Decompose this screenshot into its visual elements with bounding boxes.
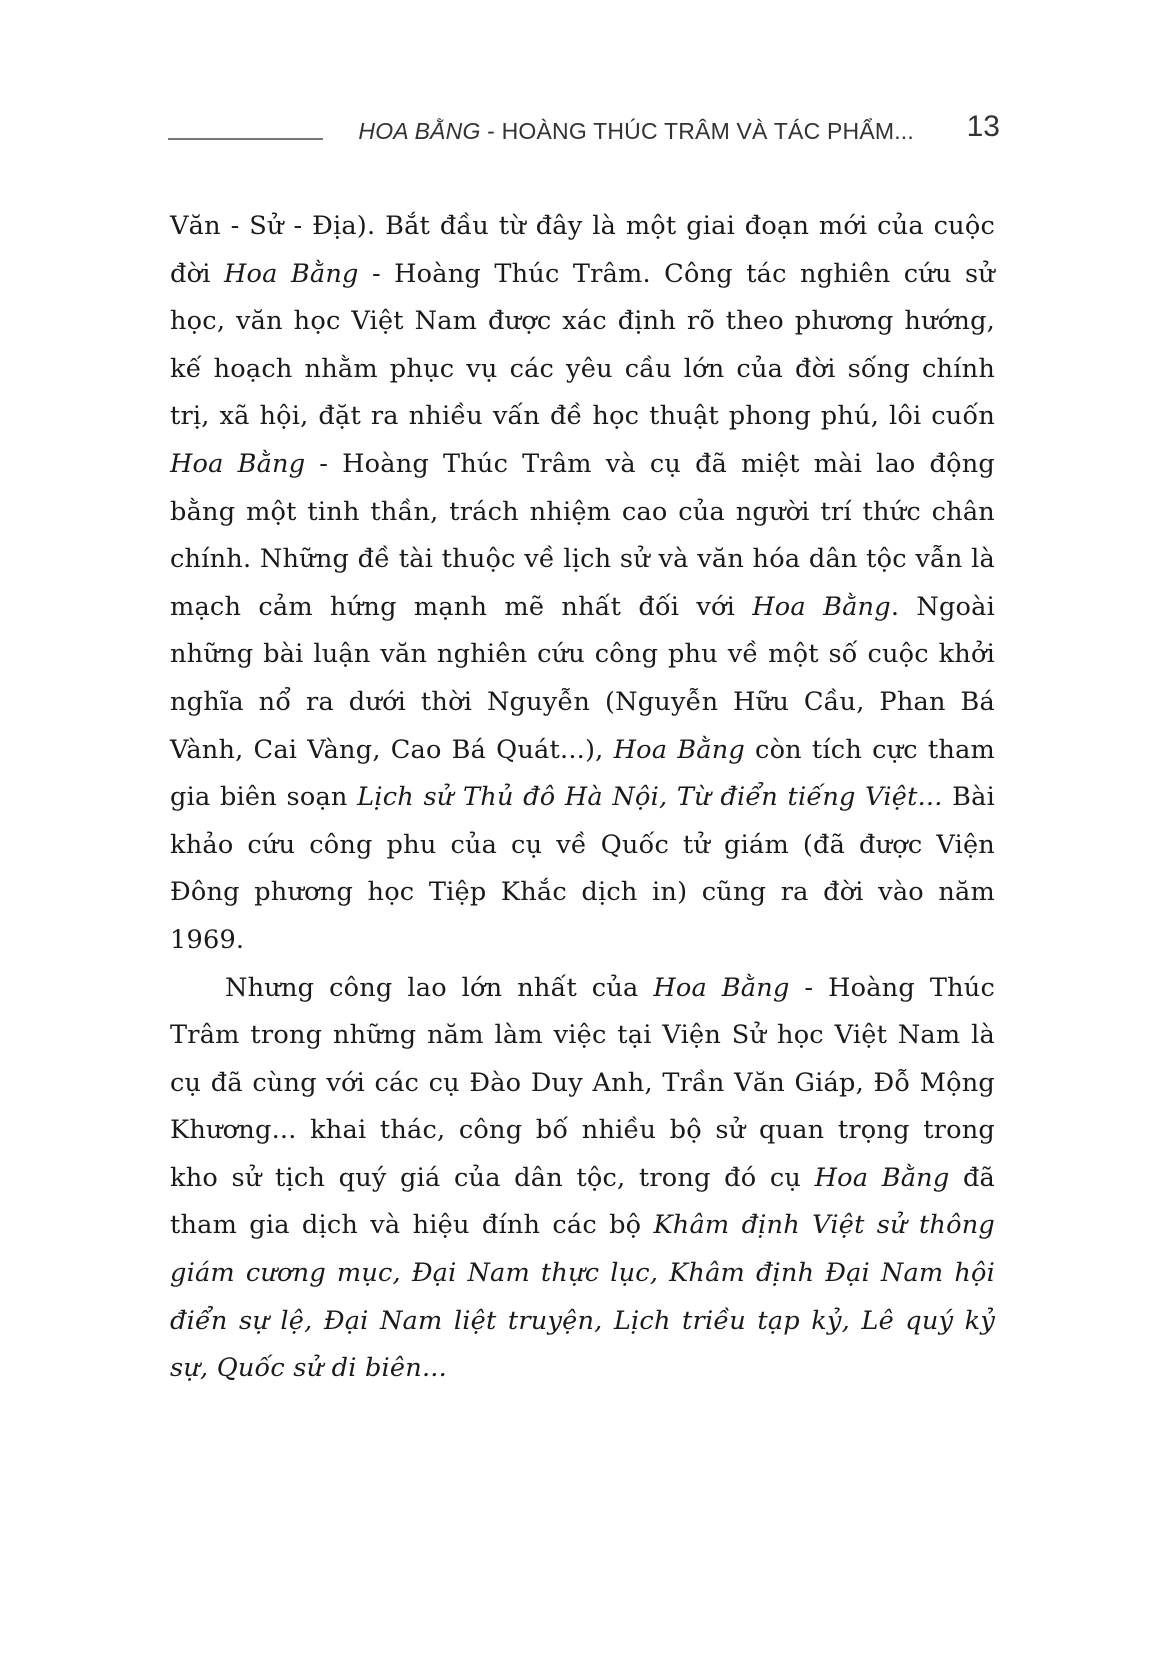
- running-header: [168, 108, 1000, 152]
- italic-text: Hoa Bằng: [170, 448, 306, 479]
- italic-text: Hoa Bằng: [223, 258, 359, 289]
- body-text: [170, 203, 995, 1393]
- text-run: còn tích cực tham gia biên soạn: [170, 734, 995, 813]
- text-run: đã tham gia dịch và hiệu đính các bộ: [170, 1162, 995, 1241]
- text-run: Văn - Sử - Địa). Bắt đầu từ đây là một giai đoạn mới của cuộc đời: [170, 211, 995, 289]
- italic-text: Hoa Bằng: [814, 1162, 950, 1193]
- text-run: - Hoàng Thúc Trâm và cụ đã miệt mài lao động bằng một tinh thần, trách nhiệm cao của người trí thức chân chính. Những đề tài thuộc về lịch sử và văn hóa dân tộc vẫn là mạch cảm hứng mạnh mẽ nhất đối với: [170, 448, 995, 622]
- text-run: . Ngoài những bài luận văn nghiên cứu công phu về một số cuộc khởi nghĩa nổ ra dưới thời Nguyễn (Nguyễn Hữu Cầu, Phan Bá Vành, Cai Vàng, Cao Bá Quát...),: [170, 591, 995, 765]
- italic-text: Lịch sử Thủ đô Hà Nội, Từ điển tiếng Việt...: [357, 782, 943, 813]
- text-run: Bài khảo cứu công phu của cụ về Quốc tử giám (đã được Viện Đông phương học Tiệp Khắc dịch in) cũng ra đời vào năm 1969.: [170, 782, 995, 955]
- paragraph: [170, 203, 995, 965]
- italic-text: Hoa Bằng: [613, 734, 745, 765]
- text-run: - Hoàng Thúc Trâm trong những năm làm việc tại Viện Sử học Việt Nam là cụ đã cùng với các cụ Đào Duy Anh, Trần Văn Giáp, Đỗ Mộng Khương... khai thác, công bố nhiều bộ sử quan trọng trong kho sử tịch quý giá của dân tộc, trong đó cụ: [170, 972, 995, 1193]
- text-run: Nhưng công lao lớn nhất của: [225, 972, 654, 1003]
- running-title: [358, 118, 914, 145]
- running-title-author: HOA BẰNG: [358, 118, 481, 144]
- running-title-rest: - HOÀNG THÚC TRÂM VÀ TÁC PHẨM...: [480, 118, 914, 144]
- paragraph: [170, 965, 995, 1393]
- text-run: - Hoàng Thúc Trâm. Công tác nghiên cứu sử học, văn học Việt Nam được xác định rõ theo phương hướng, kế hoạch nhằm phục vụ các yêu cầu lớn của đời sống chính trị, xã hội, đặt ra nhiều vấn đề học thuật phong phú, lôi cuốn: [170, 258, 995, 432]
- italic-text: Hoa Bằng: [653, 972, 790, 1003]
- page-number: 13: [966, 110, 1000, 143]
- italic-text: Khâm định Việt sử thông giám cương mục, Đại Nam thực lục, Khâm định Đại Nam hội điển sự lệ, Đại Nam liệt truyện, Lịch triều tạp kỷ, Lê quý kỷ sự, Quốc sử di biên...: [170, 1210, 995, 1384]
- italic-text: Hoa Bằng: [752, 591, 891, 622]
- header-rule: [168, 138, 323, 140]
